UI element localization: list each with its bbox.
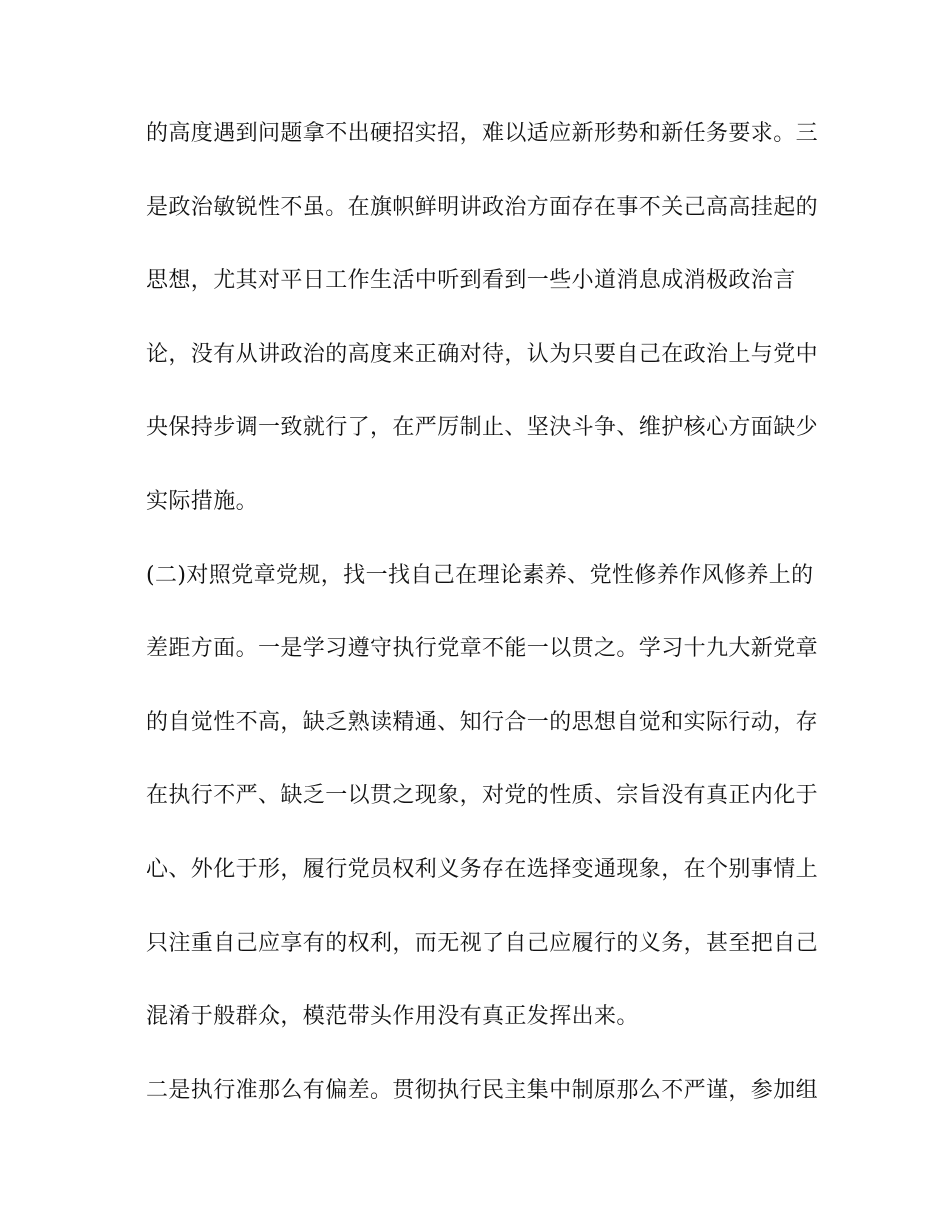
text-line-9: 的自觉性不高，缺乏熟读精通、知行合一的思想自觉和实际行动，存 bbox=[146, 709, 819, 735]
text-line-12: 只注重自己应享有的权利，而无视了自己应履行的义务，甚至把自己 bbox=[146, 930, 819, 956]
text-line-6: 实际措施。 bbox=[146, 488, 259, 514]
text-line-5: 央保持步调一致就行了，在严厉制止、坚決斗争、维护核心方面缺少 bbox=[146, 415, 819, 441]
text-line-4: 论，没有从讲政治的高度来正确对待，认为只要自己在政治上与党中 bbox=[146, 341, 819, 367]
text-line-13: 混淆于般群众，模范带头作用没有真正发挥出来。 bbox=[146, 1004, 639, 1030]
text-line-10: 在执行不严、缺乏一以贯之现象，对党的性质、宗旨没有真正内化于 bbox=[146, 783, 819, 809]
text-line-14: 二是执行准那么有偏差。贯彻执行民主集中制原那么不严谨，参加组 bbox=[146, 1077, 819, 1103]
text-line-11: 心、外化于形，履行党员权利义务存在选择变通现象，在个别事情上 bbox=[146, 856, 819, 882]
text-line-1: 的高度遇到问题拿不出硬招实招，难以适应新形势和新任务要求。三 bbox=[146, 121, 819, 146]
text-line-3: 思想，尤其对平日工作生活中听到看到一些小道消息成消极政治言 bbox=[146, 268, 796, 294]
document-body bbox=[146, 119, 819, 1149]
text-line-2: 是政治敏锐性不虽。在旗帜鲜明讲政治方面存在事不关己高高挂起的 bbox=[146, 194, 819, 220]
text-line-7: (二)对照党章党规，找一找自己在理论素养、党性修养作风修养上的 bbox=[146, 562, 814, 588]
text-line-8: 差距方面。一是学习遵守执行党章不能一以贯之。学习十九大新党章 bbox=[146, 636, 819, 662]
